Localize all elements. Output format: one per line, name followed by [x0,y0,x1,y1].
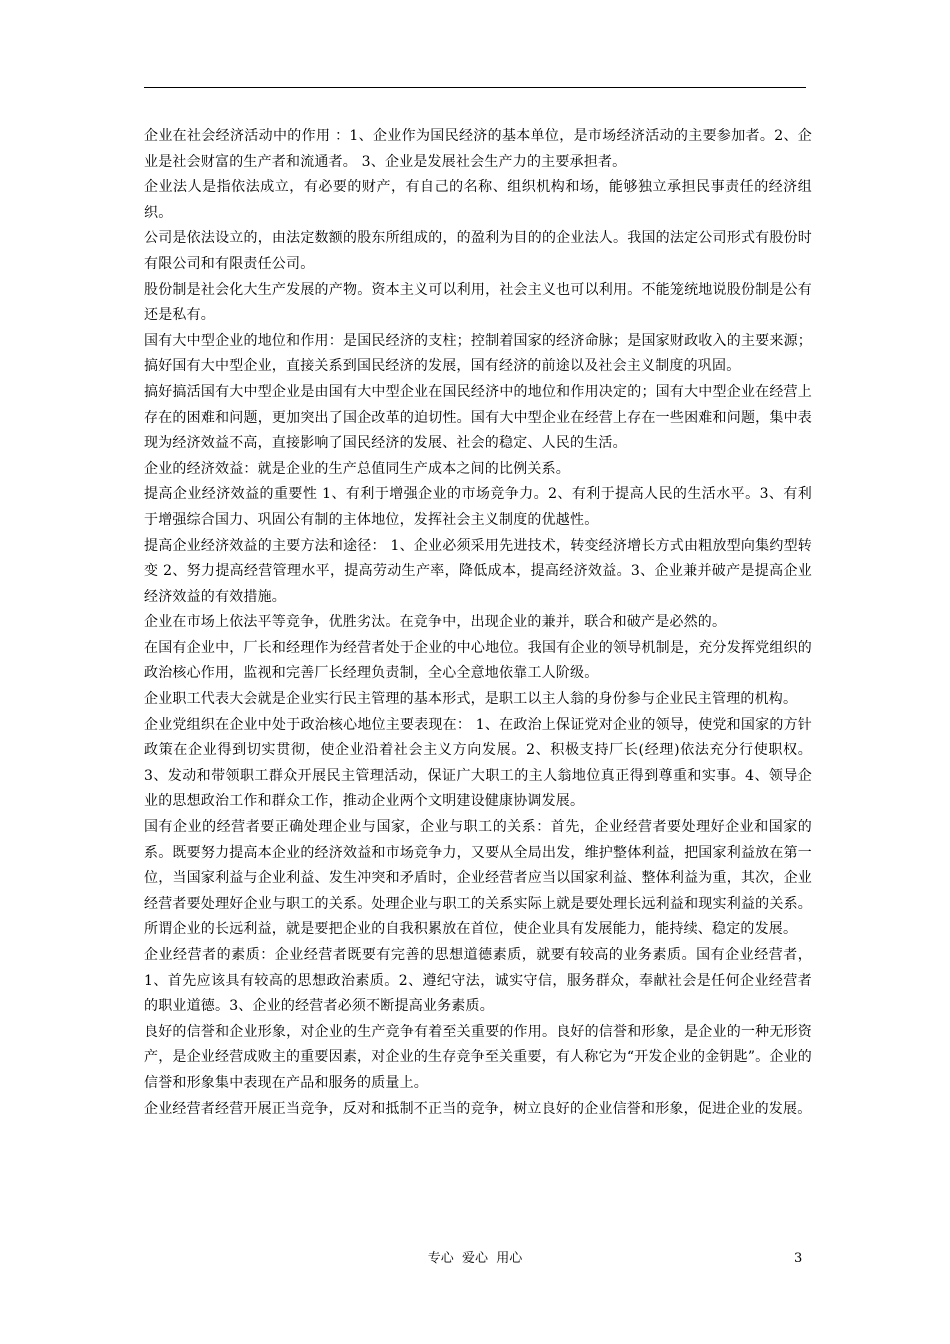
paragraph: 公司是依法设立的，由法定数额的股东所组成的，的盈利为目的的企业法人。我国的法定公司形式有股份时有限公司和有限责任公司。 [144,230,812,272]
paragraph: 在国有企业中，厂长和经理作为经营者处于企业的中心地位。我国有企业的领导机制是，充分发挥党组织的政治核心作用，监视和完善厂长经理负责制，全心全意地依靠工人阶级。 [144,639,812,682]
paragraph: 国有企业的经营者要正确处理企业与国家，企业与职工的关系：首先，企业经营者要处理好企业和国家的系。既要努力提高本企业的经济效益和市场竞争力，又要从全局出发，维护整体利益，把国家利益放在第一位，当国家利益与企业利益、发生冲突和矛盾时，企业经营者应当以国家利益、整体利益为重，其次，企业经营者要处理好企业与职工的关系。处理企业与职工的关系实际上就是要处理长远利益和现实利益的关系。所谓企业的长远利益，就是要把企业的自我积累放在首位，使企业具有发展能力，能持续、稳定的发展。 [144,819,812,938]
paragraph: 企业法人是指依法成立，有必要的财产，有自己的名称、组织机构和场，能够独立承担民事责任的经济组织。 [144,179,812,221]
paragraph: 企业的经济效益：就是企业的生产总值同生产成本之间的比例关系。 [144,460,570,477]
paragraph: 良好的信誉和企业形象，对企业的生产竞争有着至关重要的作用。良好的信誉和形象，是企业的一种无形资产，是企业经营成败主的重要因素，对企业的生存竞争至关重要，有人称它为“开发企业的金钥匙”。企业的信誉和形象集中表现在产品和服务的质量上。 [144,1023,812,1091]
paragraph: 国有大中型企业的地位和作用：是国民经济的支柱；控制着国家的经济命脉；是国家财政收入的主要来源；搞好国有大中型企业，直接关系到国民经济的发展，国有经济的前途以及社会主义制度的巩固。 [144,332,812,375]
header-rule [144,87,806,88]
paragraph: 企业经营者的素质：企业经营者既要有完善的思想道德素质，就要有较高的业务素质。国有企业经营者，1、首先应该具有较高的思想政治素质。2、遵纪守法，诚实守信，服务群众，奉献社会是任何企业经营者的职业道德。3、企业的经营者必须不断提高业务素质。 [144,947,812,1015]
paragraph: 企业党组织在企业中处于政治核心地位主要表现在： 1、在政治上保证党对企业的领导，使党和国家的方针政策在企业得到切实贯彻，使企业沿着社会主义方向发展。2、积极支持厂长(经理)依法充分行使职权。3、发动和带领职工群众开展民主管理活动，保证广大职工的主人翁地位真正得到尊重和实事。4、领导企业的思想政治工作和群众工作，推动企业两个文明建设健康协调发展。 [144,716,812,810]
paragraph: 股份制是社会化大生产发展的产物。资本主义可以利用，社会主义也可以利用。不能笼统地说股份制是公有还是私有。 [144,281,812,324]
paragraph: 企业在社会经济活动中的作用 ：1、企业作为国民经济的基本单位，是市场经济活动的主要参加者。2、企业是社会财富的生产者和流通者。 3、企业是发展社会生产力的主要承担者。 [144,128,812,170]
paragraph: 提高企业经济效益的主要方法和途径： 1、企业必须采用先进技术，转变经济增长方式由粗放型向集约型转变 2、努力提高经营管理水平，提高劳动生产率，降低成本，提高经济效益。3、企业兼并破产是提高企业经济效益的有效措施。 [144,537,812,605]
page-number: 3 [794,1251,803,1266]
footer-motto: 专心 爱心 用心 [427,1251,523,1266]
paragraph: 企业职工代表大会就是企业实行民主管理的基本形式，是职工以主人翁的身份参与企业民主管理的机构。 [144,691,798,708]
paragraph: 企业经营者经营开展正当竞争，反对和抵制不正当的竞争，树立良好的企业信誉和形象，促进企业的发展。 [144,1100,812,1117]
document-body [144,124,812,1122]
paragraph: 企业在市场上依法平等竞争，优胜劣汰。在竞争中，出现企业的兼并，联合和破产是必然的。 [144,614,727,631]
paragraph: 搞好搞活国有大中型企业是由国有大中型企业在国民经济中的地位和作用决定的；国有大中型企业在经营上存在的困难和问题，更加突出了国企改革的迫切性。国有大中型企业在经营上存在一些困难和问题，集中表现为经济效益不高，直接影响了国民经济的发展、社会的稳定、人民的生活。 [144,383,812,452]
paragraph: 提高企业经济效益的重要性 1、有利于增强企业的市场竞争力。2、有利于提高人民的生活水平。3、有利于增强综合国力、巩固公有制的主体地位，发挥社会主义制度的优越性。 [144,486,812,528]
